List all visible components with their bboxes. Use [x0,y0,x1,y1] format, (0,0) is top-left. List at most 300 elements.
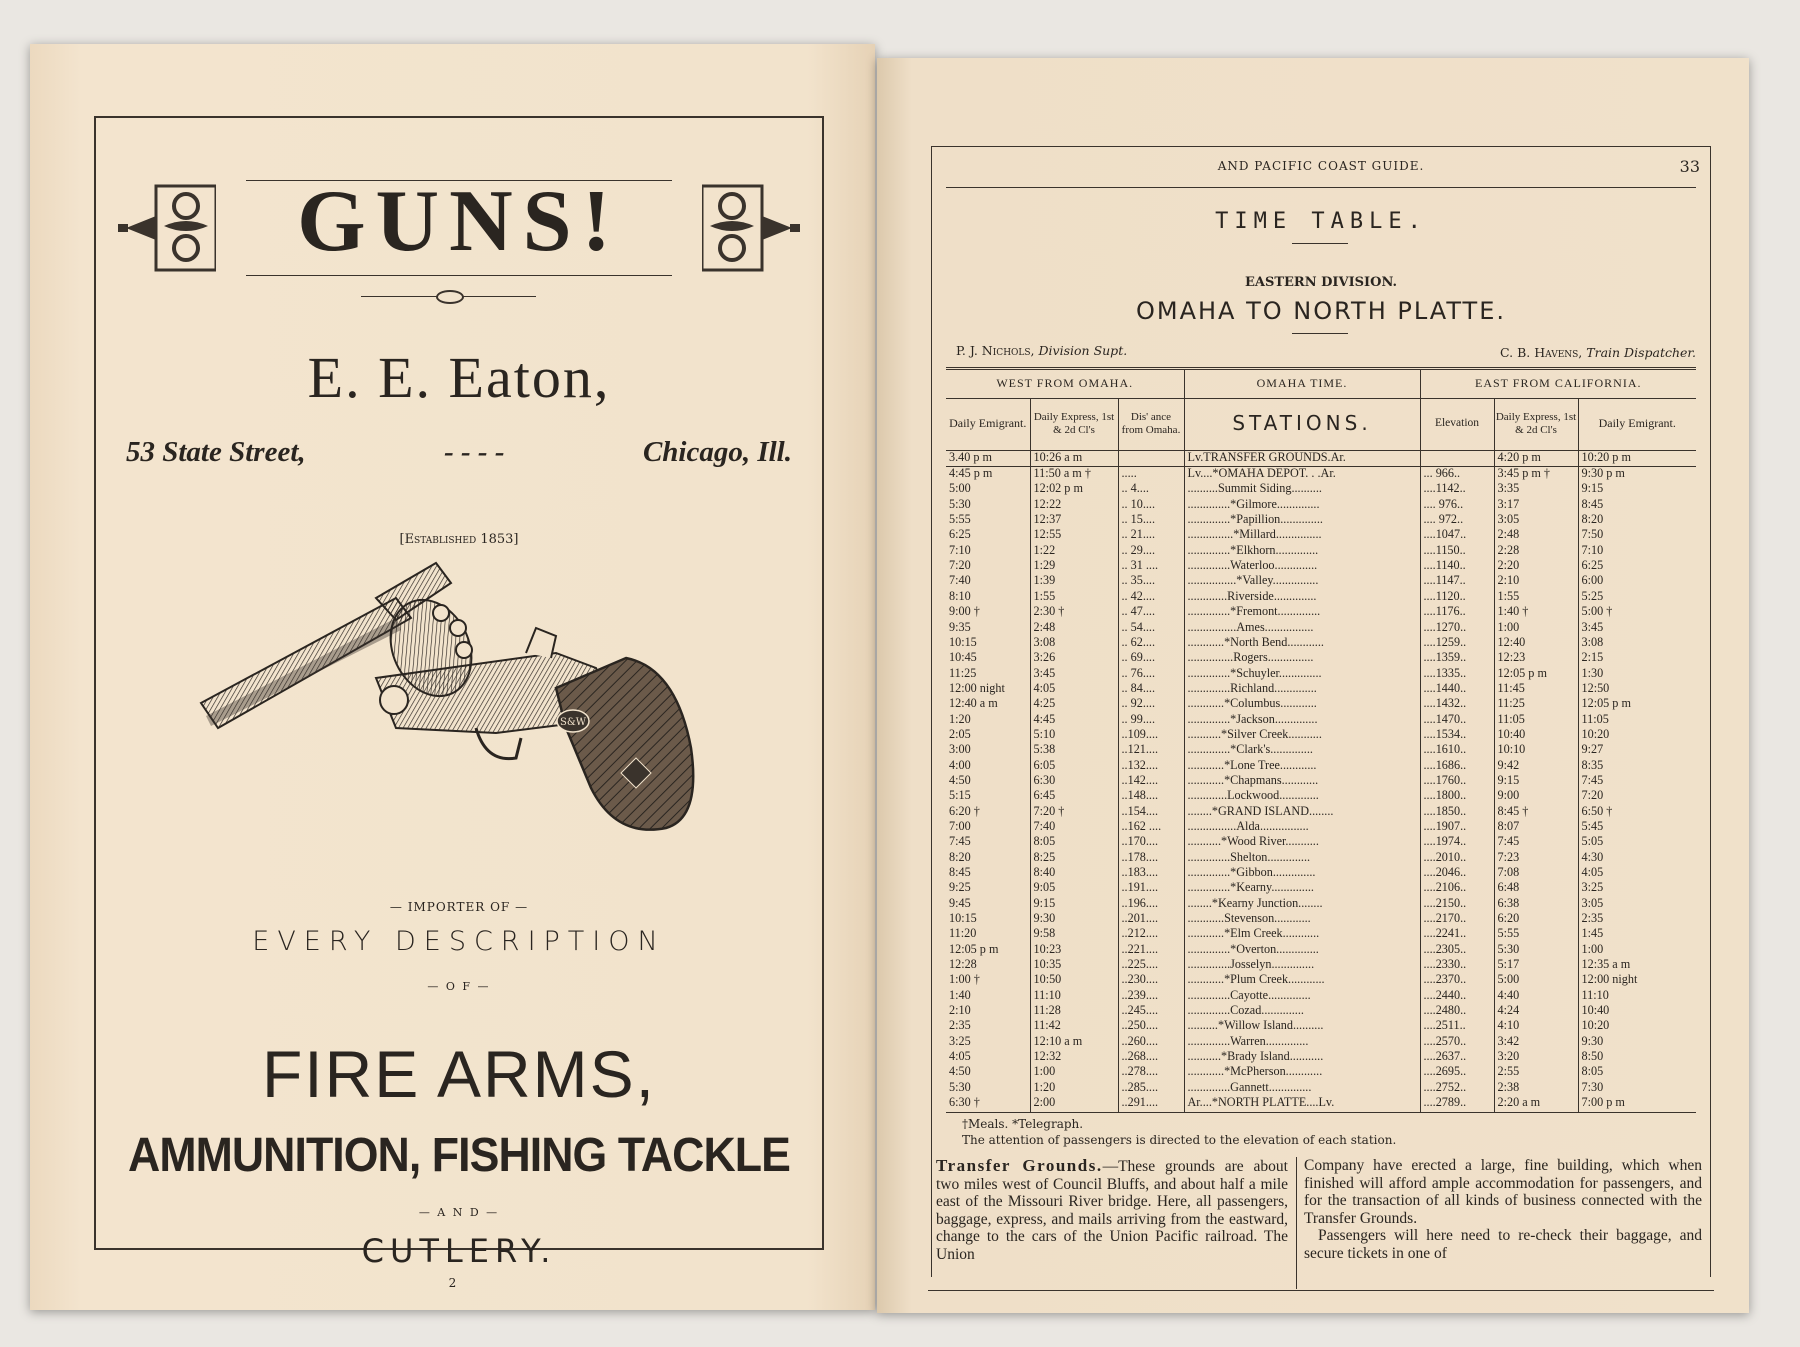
of-line: — O F — [427,980,491,993]
table-row [946,774,1696,789]
table-cell: ..............*Papillion.............. [1184,513,1420,528]
table-cell: 1:40 † [1494,605,1578,620]
table-cell: .............Riverside.............. [1184,590,1420,605]
table-cell: ..268.... [1118,1050,1184,1065]
table-cell: ..285.... [1118,1081,1184,1096]
table-cell: 4:05 [946,1050,1030,1065]
table-cell: 12:22 [1030,498,1118,513]
table-cell: ....2305.. [1420,943,1494,958]
table-cell: ..............Josselyn.............. [1184,958,1420,973]
table-cell: 6:30 † [946,1096,1030,1112]
table-cell: ..............*Clark's.............. [1184,743,1420,758]
table-cell: 10:26 a m [1030,450,1118,467]
table-cell: 5:05 [1581,834,1604,849]
table-cell: 3:45 [1030,667,1118,682]
and-line: — A N D — [418,1206,500,1219]
table-cell: 3:25 [1581,880,1604,895]
table-cell: 2:48 [1030,621,1118,636]
group-west: WEST FROM OMAHA. [946,370,1184,398]
table-cell: 1:00 [1494,621,1578,636]
table-cell: ..........*Willow Island.......... [1184,1019,1420,1034]
table-cell: ....1150.. [1420,544,1494,559]
table-cell: 8:40 [1030,866,1118,881]
table-cell: ..191.... [1118,881,1184,896]
table-cell: 4:00 [946,759,1030,774]
table-cell: ............*Chapmans............ [1184,774,1420,789]
table-cell: ..154.... [1118,805,1184,820]
table-cell: 1:39 [1030,574,1118,589]
table-cell: ..142.... [1118,774,1184,789]
table-cell: ..........Summit Siding.......... [1184,482,1420,497]
merchant-address [126,436,792,469]
table-cell: ..170.... [1118,835,1184,850]
divider-ornament-icon [436,290,464,304]
table-cell: 1:20 [946,713,1030,728]
table-cell: ....1686.. [1420,759,1494,774]
table-cell: 7:00 p m [1581,1095,1625,1110]
table-row [946,759,1696,774]
table-cell: 12:05 p m [1494,667,1578,682]
table-row [946,881,1696,896]
table-cell: 9:30 p m [1581,466,1625,480]
table-row [946,482,1696,497]
table-cell: 2:55 [1494,1065,1578,1080]
table-cell: ..230.... [1118,973,1184,988]
table-cell: 8:45 † [1494,805,1578,820]
table-cell: 1:22 [1030,544,1118,559]
table-row [946,667,1696,682]
table-cell: ..... [1118,467,1184,483]
table-cell: .. 99.... [1118,713,1184,728]
table-row [946,958,1696,973]
table-cell: ..260.... [1118,1035,1184,1050]
supt-name: P. J. Nichols, [956,343,1035,358]
table-cell: 7:20 † [1030,805,1118,820]
left-page-number: 2 [448,1276,457,1290]
table-cell: 8:45 [1581,496,1604,511]
table-cell: 8:35 [1581,757,1604,772]
table-cell: ....1800.. [1420,789,1494,804]
table-cell: 5:00 [946,482,1030,497]
table-cell: ..291.... [1118,1096,1184,1112]
table-cell: 7:00 [946,820,1030,835]
table-cell: ................Alda................ [1184,820,1420,835]
table-cell: 3:45 p m † [1494,467,1578,483]
table-cell: ....2480.. [1420,1004,1494,1019]
revolver-badge: S&W [559,717,587,728]
table-cell: 5:00 [1494,973,1578,988]
table-cell: 9:00 [1494,789,1578,804]
table-cell: 1:00 [1030,1065,1118,1080]
table-cell: 5:38 [1030,743,1118,758]
table-row [946,743,1696,758]
table-cell: 4:20 p m [1494,450,1578,467]
table-cell: ............*Lone Tree............ [1184,759,1420,774]
table-cell: 2:10 [946,1004,1030,1019]
table-cell: 8:50 [1581,1049,1604,1064]
table-row [946,897,1696,912]
table-cell: .. 76.... [1118,667,1184,682]
table-cell: ..109.... [1118,728,1184,743]
table-cell: ..132.... [1118,759,1184,774]
table-cell: 9:00 † [946,605,1030,620]
table-cell: 9:15 [1494,774,1578,789]
table-cell: 4:05 [1581,865,1604,880]
table-cell: ....2010.. [1420,851,1494,866]
table-cell: ..............Warren.............. [1184,1035,1420,1050]
table-cell: ..............*Gibbon.............. [1184,866,1420,881]
table-cell: 12:40 a m [946,697,1030,712]
table-cell: 3:08 [1581,634,1604,649]
note-attention: The attention of passengers is directed to the elevation of each station. [962,1133,1397,1147]
table-cell: 9:15 [1581,481,1604,496]
table-cell: 4:25 [1030,697,1118,712]
table-cell: ....1359.. [1420,651,1494,666]
table-cell: 12:40 [1494,636,1578,651]
table-cell: 2:28 [1494,544,1578,559]
table-cell: 1:20 [1030,1081,1118,1096]
table-cell: 10:35 [1030,958,1118,973]
table-cell: ..............*Gilmore.............. [1184,498,1420,513]
table-cell: ..............*Elkhorn.............. [1184,544,1420,559]
table-cell: 7:45 [1494,835,1578,850]
table-row [946,835,1696,850]
table-cell: ..............Cayotte.............. [1184,989,1420,1004]
table-cell: 10:40 [1494,728,1578,743]
table-cell: 5:15 [946,789,1030,804]
table-cell: 2:00 [1030,1096,1118,1112]
table-cell: 9:25 [946,881,1030,896]
table-cell: 7:40 [1030,820,1118,835]
cutlery: CUTLERY. [361,1232,557,1270]
col-daily-express-east: Daily Express, 1st & 2d Cl's [1494,398,1578,450]
table-cell: ....2695.. [1420,1065,1494,1080]
table-cell: 9:27 [1581,742,1604,757]
table-cell: 6:45 [1030,789,1118,804]
table-cell: ....2106.. [1420,881,1494,896]
table-cell: 10:15 [946,636,1030,651]
address-dashes: - - - - [444,436,505,468]
table-cell: 4:05 [1030,682,1118,697]
table-cell: 9:30 [1581,1033,1604,1048]
table-cell: ....1140.. [1420,559,1494,574]
table-cell: 6:25 [946,528,1030,543]
table-cell: 1:55 [1030,590,1118,605]
table-cell: 2:35 [946,1019,1030,1034]
table-cell: ............*Plum Creek............ [1184,973,1420,988]
table-cell: ....2440.. [1420,989,1494,1004]
table-cell: Lv....*OMAHA DEPOT. . .Ar. [1184,467,1420,483]
table-cell: 11:20 [946,927,1030,942]
table-cell: ..178.... [1118,851,1184,866]
table-cell: 2:35 [1581,911,1604,926]
table-cell: 3:42 [1494,1035,1578,1050]
running-head: AND PACIFIC COAST GUIDE. [1217,159,1425,173]
table-cell: ...........*Wood River........... [1184,835,1420,850]
table-cell: 9:58 [1030,927,1118,942]
table-cell: 7:08 [1494,866,1578,881]
table-cell: 5:25 [1581,588,1604,603]
table-cell: ..250.... [1118,1019,1184,1034]
table-cell: ..............*Overton.............. [1184,943,1420,958]
table-row [946,973,1696,988]
table-cell: Lv.TRANSFER GROUNDS.Ar. [1184,450,1420,467]
table-cell: 6:38 [1494,897,1578,912]
table-row [946,636,1696,651]
timetable-box [946,367,1696,1113]
timetable-frame [931,146,1711,1277]
table-cell: 3:08 [1030,636,1118,651]
address-city: Chicago, Ill. [642,436,792,468]
route-rule [1292,333,1348,334]
table-cell: ..221.... [1118,943,1184,958]
table-cell: 12:00 night [1581,972,1638,987]
table-cell: 6:30 [1030,774,1118,789]
table-row [946,805,1696,820]
table-cell: ..196.... [1118,897,1184,912]
every-description: EVERY DESCRIPTION [252,926,666,957]
division: EASTERN DIVISION. [1244,275,1398,290]
table-cell: 8:07 [1494,820,1578,835]
table-cell: 11:50 a m † [1030,467,1118,483]
table-cell: 11:25 [1494,697,1578,712]
table-cell: ...............*Millard............... [1184,528,1420,543]
table-cell: 5:30 [1494,943,1578,958]
table-cell: ............*McPherson............ [1184,1065,1420,1080]
table-cell: ..............Shelton.............. [1184,851,1420,866]
head-rule [946,187,1696,188]
table-cell: .... 972.. [1420,513,1494,528]
group-east: EAST FROM CALIFORNIA. [1475,376,1642,391]
table-cell: .. 35.... [1118,574,1184,589]
table-cell: 5:17 [1494,958,1578,973]
table-cell: ..225.... [1118,958,1184,973]
table-cell [1420,450,1494,467]
table-row [946,1096,1696,1112]
table-row [946,866,1696,881]
table-row [946,1050,1696,1065]
table-cell: 10:50 [1030,973,1118,988]
table-cell: 3:00 [946,743,1030,758]
table-cell: 5:10 [1030,728,1118,743]
table-row [946,574,1696,589]
table-cell: ....1440.. [1420,682,1494,697]
table-row [946,1035,1696,1050]
table-cell: 11:05 [1494,713,1578,728]
table-cell: 11:28 [1030,1004,1118,1019]
table-cell: ....2637.. [1420,1050,1494,1065]
group-time: OMAHA TIME. [1184,370,1420,398]
table-cell: ....1047.. [1420,528,1494,543]
table-cell: 8:20 [946,851,1030,866]
table-cell: 5:55 [1494,927,1578,942]
table-cell: 3:20 [1494,1050,1578,1065]
table-cell: 2:15 [1581,650,1604,665]
table-cell: ..201.... [1118,912,1184,927]
table-cell: 4:45 [1030,713,1118,728]
table-cell: ....2789.. [1420,1096,1494,1112]
table-cell: 7:30 [1581,1079,1604,1094]
table-cell: 7:45 [1581,772,1604,787]
table-row [946,851,1696,866]
table-cell: ..239.... [1118,989,1184,1004]
table-cell [1118,450,1184,467]
table-row [946,467,1696,483]
table-cell: ....2370.. [1420,973,1494,988]
table-cell: 5:30 [946,1081,1030,1096]
table-cell: 2:48 [1494,528,1578,543]
table-cell: ....2570.. [1420,1035,1494,1050]
table-cell: ..............Waterloo.............. [1184,559,1420,574]
table-cell: ..121.... [1118,743,1184,758]
table-cell: ..162 .... [1118,820,1184,835]
table-cell: 7:10 [1581,542,1604,557]
timetable-header-row [946,450,1696,467]
table-cell: .............Lockwood............. [1184,789,1420,804]
table-cell: 10:45 [946,651,1030,666]
table-cell: ................*Valley............... [1184,574,1420,589]
article-col1-text: —These grounds are about two miles west of Council Bluffs, and about half a mile east of the Missouri River bridge. Here, all passengers, baggage, express, and mails arriving from the eastward, change to the cars of the Union Pacific railroad. The Union [936,1158,1288,1263]
table-cell: ....1147.. [1420,574,1494,589]
table-cell: ....1470.. [1420,713,1494,728]
table-cell: 4:24 [1494,1004,1578,1019]
table-cell: 5:30 [946,498,1030,513]
table-cell: 12:05 p m [1581,696,1631,711]
table-cell: 8:25 [1030,851,1118,866]
table-cell: 9:35 [946,621,1030,636]
table-cell: 11:25 [946,667,1030,682]
revolver-illustration [196,558,716,878]
table-cell: ....1760.. [1420,774,1494,789]
table-cell: ............*North Bend............ [1184,636,1420,651]
title-rule [1292,243,1348,244]
table-cell: 3:17 [1494,498,1578,513]
table-cell: ... 966.. [1420,467,1494,483]
table-cell: ....2511.. [1420,1019,1494,1034]
table-cell: ....1176.. [1420,605,1494,620]
table-row [946,820,1696,835]
right-page-number: 33 [1679,157,1700,176]
table-cell: 8:10 [946,590,1030,605]
table-cell: ..............*Jackson.............. [1184,713,1420,728]
table-cell: 2:10 [1494,574,1578,589]
table-cell: 7:20 [946,559,1030,574]
table-cell: 4:10 [1494,1019,1578,1034]
table-cell: 10:15 [946,912,1030,927]
table-cell: 6:20 [1494,912,1578,927]
table-cell: Ar....*NORTH PLATTE....Lv. [1184,1096,1420,1112]
table-cell: 9:15 [1030,897,1118,912]
table-cell: ..183.... [1118,866,1184,881]
table-cell: 10:20 p m [1581,449,1631,464]
table-cell: 3:05 [1494,513,1578,528]
table-cell: 11:10 [1030,989,1118,1004]
table-cell: .. 42.... [1118,590,1184,605]
table-cell: 4:50 [946,774,1030,789]
table-cell: 3:05 [1581,895,1604,910]
table-cell: ....2150.. [1420,897,1494,912]
col-distance: Dis' ance from Omaha. [1118,398,1184,450]
table-cell: 7:50 [1581,527,1604,542]
table-cell: 12:05 p m [946,943,1030,958]
table-cell: 5:55 [946,513,1030,528]
table-cell: ....1610.. [1420,743,1494,758]
ammunition-line: AMMUNITION, FISHING TACKLE [128,1129,790,1182]
table-cell: .. 4.... [1118,482,1184,497]
table-cell: 10:40 [1581,1003,1610,1018]
headline: GUNS! [297,173,621,270]
table-cell: 1:00 [1581,941,1604,956]
table-cell: 6:20 † [946,805,1030,820]
table-row [946,943,1696,958]
table-cell: .. 10.... [1118,498,1184,513]
frame-bottom-rule [928,1290,1714,1291]
table-cell: ............Stevenson............ [1184,912,1420,927]
table-cell: 3.40 p m [946,450,1030,467]
table-cell: ............*Elm Creek............ [1184,927,1420,942]
table-cell: ....2170.. [1420,912,1494,927]
table-cell: .. 31 .... [1118,559,1184,574]
table-cell: 6:48 [1494,881,1578,896]
table-cell: ....1534.. [1420,728,1494,743]
col-stations: STATIONS. [1184,398,1420,450]
article-divider [1296,1157,1297,1289]
table-cell: ....1335.. [1420,667,1494,682]
table-cell: ....1142.. [1420,482,1494,497]
table-cell: ..148.... [1118,789,1184,804]
supt-title: Division Supt. [1038,343,1128,358]
disp-title: Train Dispatcher. [1586,345,1696,360]
table-cell: 10:10 [1494,743,1578,758]
table-row [946,621,1696,636]
table-cell: 1:45 [1581,926,1604,941]
table-cell: 9:05 [1030,881,1118,896]
table-cell: 6:00 [1581,573,1604,588]
table-cell: 10:20 [1581,726,1610,741]
table-row [946,528,1696,543]
table-cell: ....2330.. [1420,958,1494,973]
article-col2b-text: Passengers will here need to re-check their baggage, and secure tickets in one of [1304,1227,1702,1262]
table-cell: 12:35 a m [1581,957,1631,972]
table-cell: 8:20 [1581,512,1604,527]
table-cell: ....1974.. [1420,835,1494,850]
table-cell: 5:00 † [1581,604,1613,619]
table-cell: 7:10 [946,544,1030,559]
table-cell: 3:26 [1030,651,1118,666]
table-cell: 8:05 [1030,835,1118,850]
table-cell: 8:05 [1581,1064,1604,1079]
table-row [946,1019,1696,1034]
article-column-1 [936,1157,1288,1263]
table-cell: 2:20 [1494,559,1578,574]
advertisement-frame [94,116,824,1270]
table-cell: 11:05 [1581,711,1609,726]
table-cell: .. 29.... [1118,544,1184,559]
table-cell: ..............Richland.............. [1184,682,1420,697]
table-cell: 11:42 [1030,1019,1118,1034]
table-cell: ....1907.. [1420,820,1494,835]
table-row [946,728,1696,743]
table-cell: 1:55 [1494,590,1578,605]
table-cell: 2:05 [946,728,1030,743]
table-row [946,912,1696,927]
table-cell: 8:45 [946,866,1030,881]
disp-name: C. B. Havens, [1500,345,1583,360]
table-row [946,1081,1696,1096]
col-elevation: Elevation [1420,398,1494,450]
article-title: Transfer Grounds. [936,1156,1103,1175]
table-row [946,513,1696,528]
